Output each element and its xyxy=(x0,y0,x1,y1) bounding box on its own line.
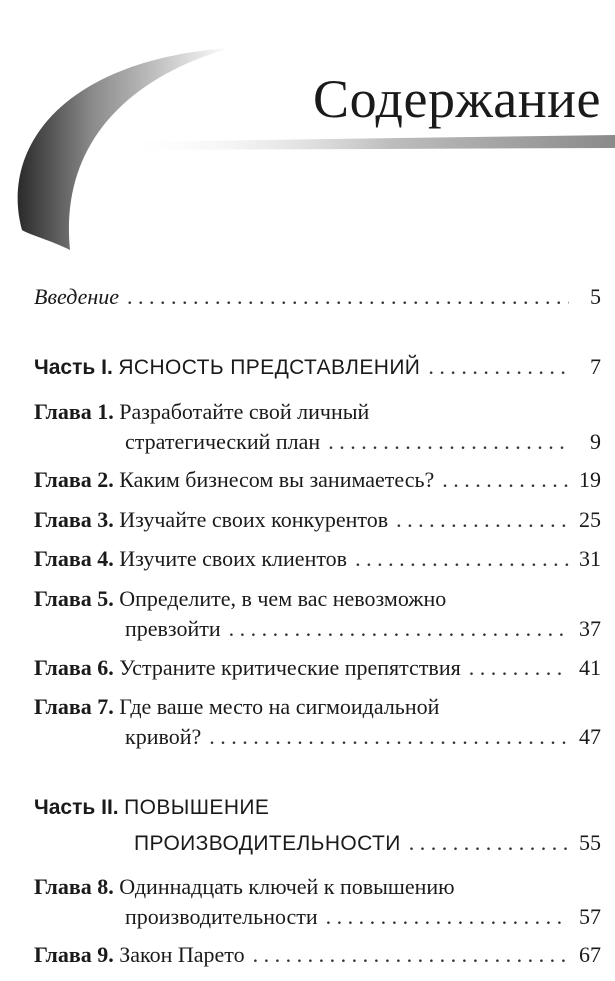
leader-dots xyxy=(229,614,569,644)
page-number: 19 xyxy=(579,467,601,492)
page-number: 5 xyxy=(590,284,601,309)
part-name-line1: ПОВЫШЕНИЕ xyxy=(124,796,270,819)
page-number: 57 xyxy=(579,904,601,929)
page-number: 9 xyxy=(590,429,601,454)
leader-dots xyxy=(409,828,569,858)
chapter-label: Глава 1. xyxy=(34,399,114,424)
part-label: Часть II. xyxy=(34,796,119,819)
leader-dots xyxy=(326,902,569,932)
toc-entry-chapter-4[interactable] xyxy=(34,544,601,574)
chapter-label: Глава 7. xyxy=(34,694,114,719)
toc-entry-intro[interactable] xyxy=(34,282,601,312)
toc-entry-part-1[interactable] xyxy=(34,352,601,383)
chapter-label: Глава 5. xyxy=(34,586,114,611)
leader-dots xyxy=(253,940,569,970)
chapter-title-line2: кривой? xyxy=(125,724,202,749)
leader-dots xyxy=(428,352,569,382)
leader-dots xyxy=(209,722,569,752)
page-title: Содержание xyxy=(313,69,601,129)
chapter-title-line1: Определите, в чем вас невозможно xyxy=(119,586,447,611)
chapter-title-line1: Одиннадцать ключей к повышению xyxy=(119,874,455,899)
chapter-title-line1: Где ваше место на сигмоидальной xyxy=(119,694,440,719)
chapter-title: Каким бизнесом вы занимаетесь? xyxy=(119,467,435,492)
leader-dots xyxy=(396,505,569,535)
leader-dots xyxy=(469,653,569,683)
intro-label: Введение xyxy=(34,284,120,309)
toc-entry-chapter-2[interactable] xyxy=(34,465,601,495)
toc-entry-chapter-6[interactable] xyxy=(34,653,601,683)
toc-entry-chapter-9[interactable] xyxy=(34,940,601,970)
page-number: 41 xyxy=(579,655,601,680)
part-name-line2: ПРОИЗВОДИТЕЛЬНОСТИ xyxy=(134,832,401,855)
page-number: 7 xyxy=(590,354,601,379)
page-number: 47 xyxy=(579,724,601,749)
chapter-label: Глава 2. xyxy=(34,467,114,492)
part-label: Часть I. xyxy=(34,356,113,379)
page-number: 55 xyxy=(579,830,601,855)
chapter-title-line2: превзойти xyxy=(125,616,221,641)
part-name: ЯСНОСТЬ ПРЕДСТАВЛЕНИЙ xyxy=(118,356,421,379)
chapter-label: Глава 8. xyxy=(34,874,114,899)
chapter-label: Глава 6. xyxy=(34,655,114,680)
chapter-title: Изучайте своих конкурентов xyxy=(119,507,389,532)
decorative-swoosh xyxy=(0,0,615,280)
leader-dots xyxy=(127,282,569,312)
chapter-label: Глава 9. xyxy=(34,942,114,967)
chapter-title-line2: стратегический план xyxy=(125,429,321,454)
page-number: 37 xyxy=(579,616,601,641)
toc-entry-chapter-3[interactable] xyxy=(34,505,601,535)
chapter-title-line2: производительности xyxy=(125,904,318,929)
page-number: 25 xyxy=(579,507,601,532)
chapter-title: Закон Парето xyxy=(119,942,245,967)
chapter-label: Глава 3. xyxy=(34,507,114,532)
page-number: 67 xyxy=(579,942,601,967)
leader-dots xyxy=(355,544,569,574)
chapter-title: Изучите своих клиентов xyxy=(119,546,348,571)
leader-dots xyxy=(442,465,569,495)
page-number: 31 xyxy=(579,546,601,571)
leader-dots xyxy=(328,427,569,457)
chapter-title: Устраните критические препятствия xyxy=(119,655,461,680)
chapter-title-line1: Разработайте свой личный xyxy=(119,399,370,424)
chapter-label: Глава 4. xyxy=(34,546,114,571)
